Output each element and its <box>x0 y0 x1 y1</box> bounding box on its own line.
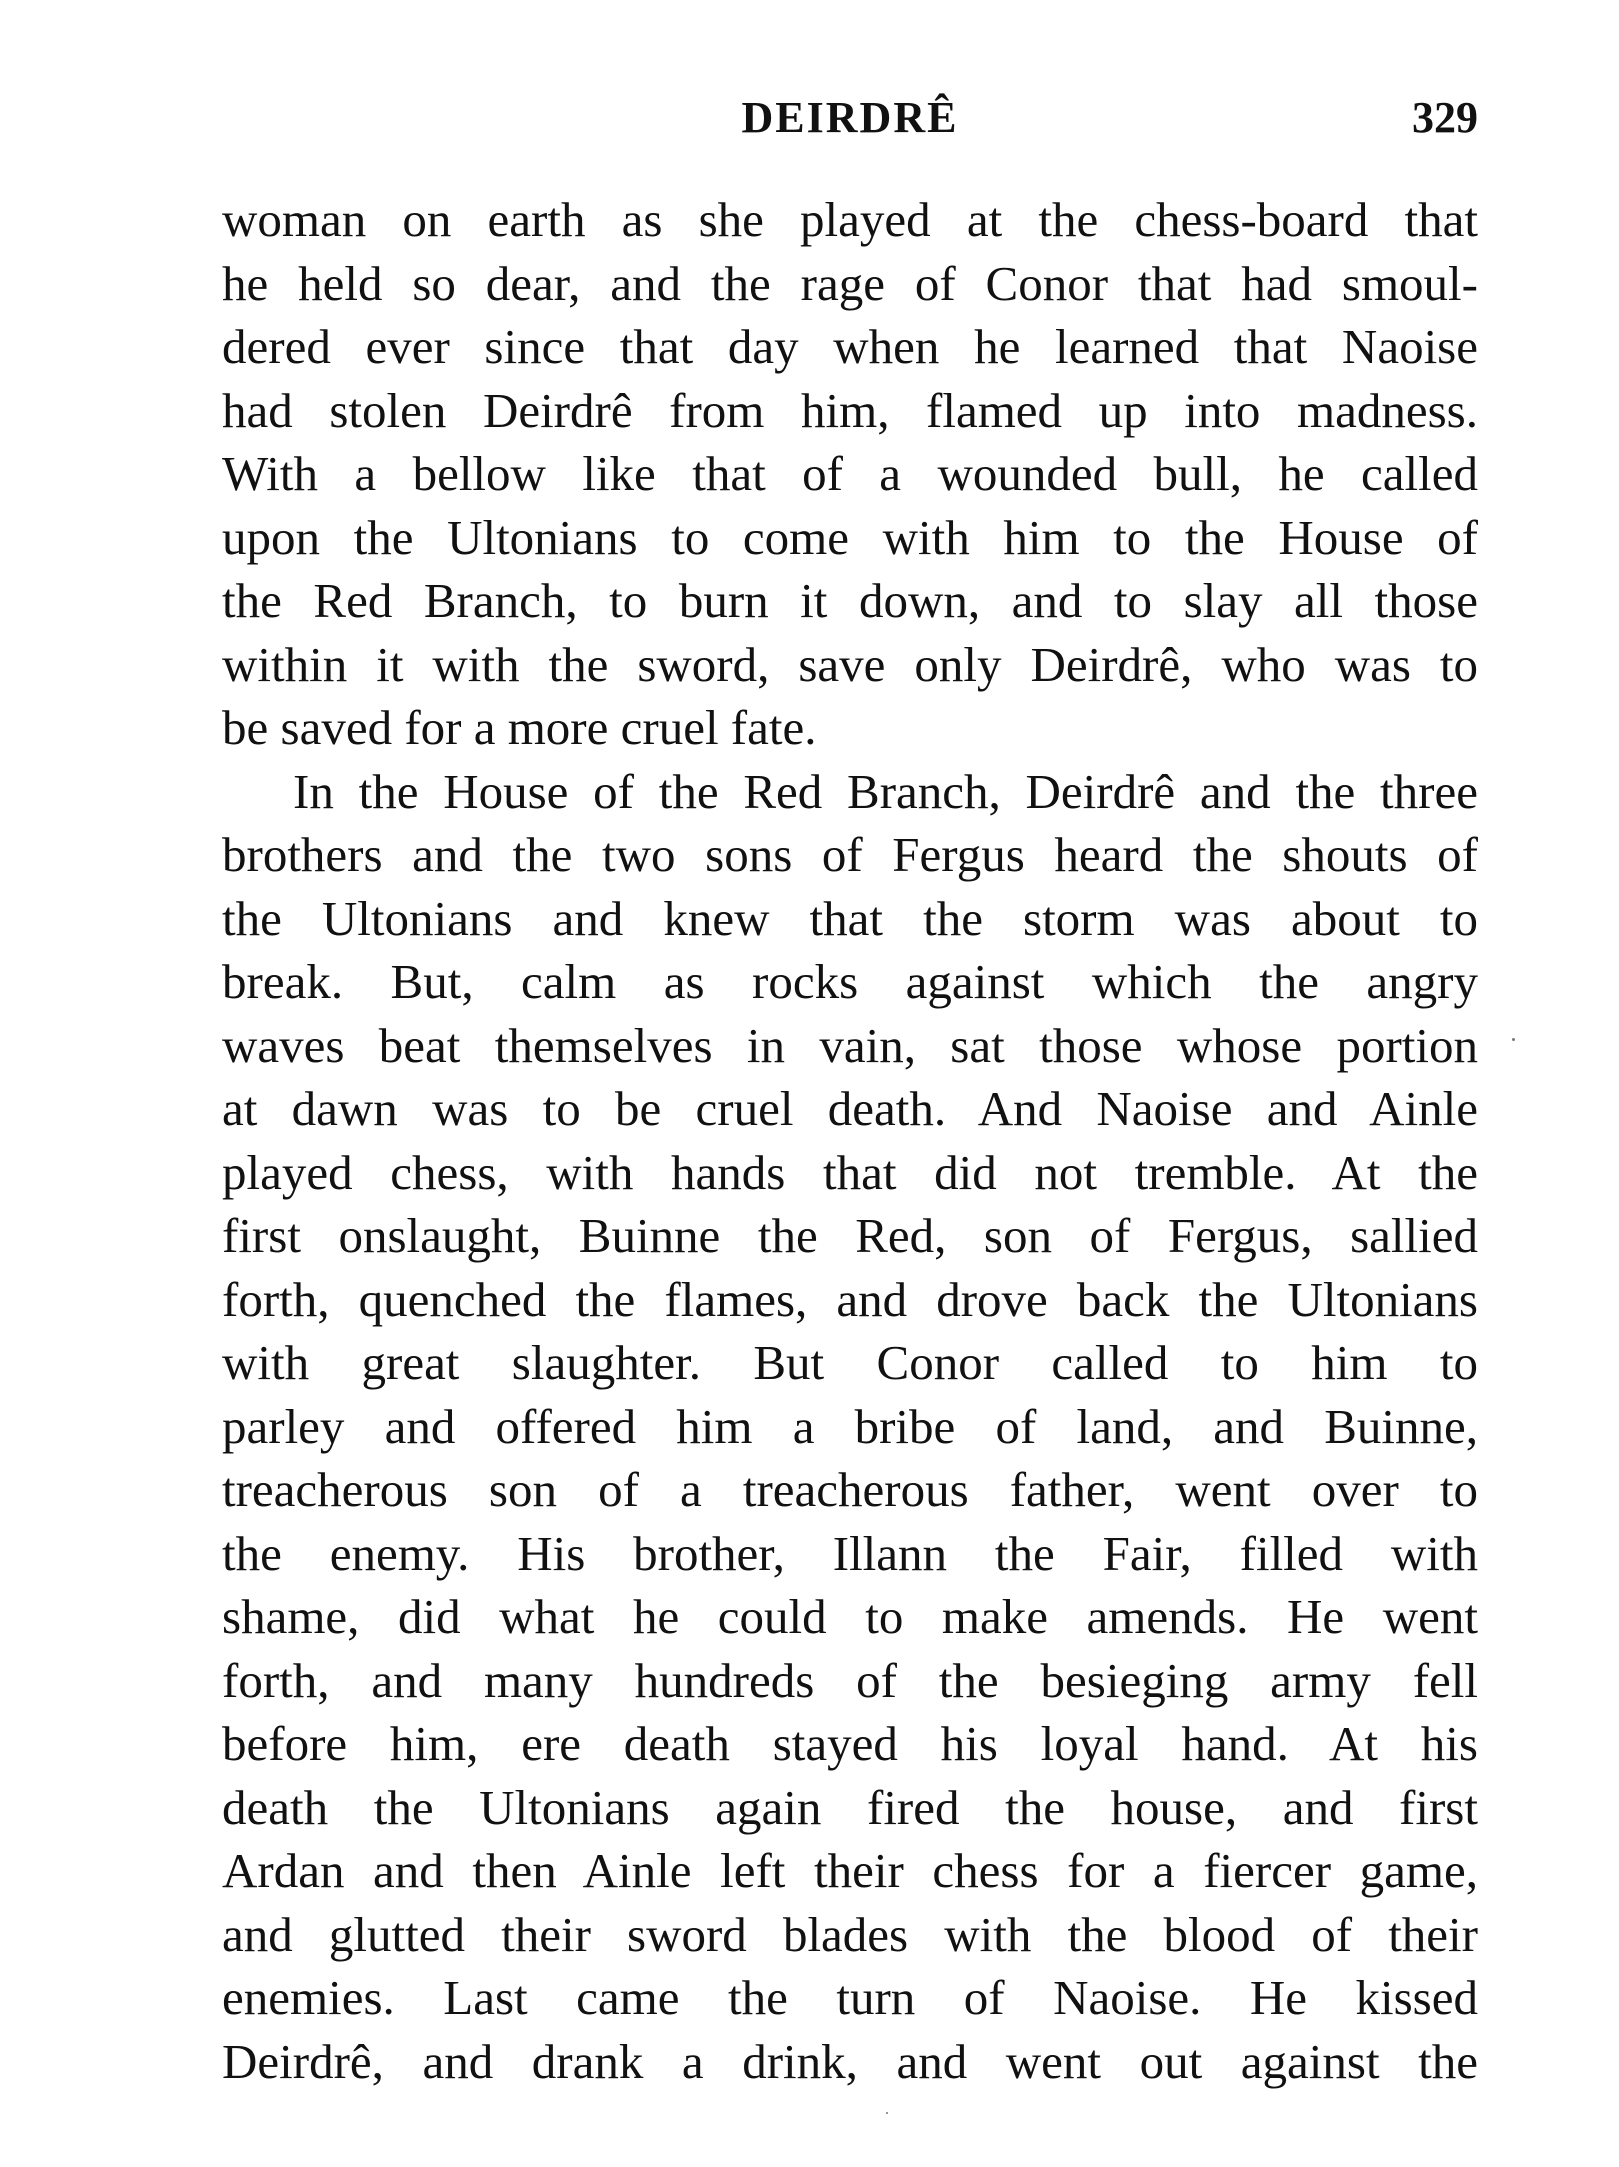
text-line: before him, ere death stayed his loyal hand. At his <box>222 1716 1478 1771</box>
text-line: first onslaught, Buinne the Red, son of Fergus, sallied <box>222 1208 1478 1263</box>
text-line: the Ultonians and knew that the storm was about to <box>222 890 1478 946</box>
text-line: the Red Branch, to burn it down, and to slay all those <box>222 573 1478 628</box>
text-line: forth, quenched the flames, and drove back the Ultonians <box>222 1271 1478 1327</box>
text-line: treacherous son of a treacherous father, went over to <box>222 1462 1478 1517</box>
running-head <box>222 92 1478 152</box>
text-line: be saved for a more cruel fate. <box>222 700 817 755</box>
text-line: break. But, calm as rocks against which the angry <box>222 954 1478 1009</box>
page-number: 329 <box>1412 93 1478 142</box>
text-line: shame, did what he could to make amends. He went <box>222 1589 1478 1644</box>
scan-speck <box>1512 1038 1515 1041</box>
text-line: the enemy. His brother, Illann the Fair, filled with <box>222 1525 1478 1581</box>
text-line: had stolen Deirdrê from him, flamed up into madness. <box>222 382 1478 438</box>
text-line: played chess, with hands that did not tremble. At the <box>222 1144 1478 1200</box>
body-text <box>222 188 1478 2093</box>
scan-speck <box>886 2112 888 2114</box>
text-line: forth, and many hundreds of the besieging army fell <box>222 1652 1478 1708</box>
text-line: brothers and the two sons of Fergus heard the shouts of <box>222 827 1478 882</box>
text-line: upon the Ultonians to come with him to the House of <box>222 509 1478 565</box>
text-line: woman on earth as she played at the chess-board that <box>222 192 1478 247</box>
running-title: DEIRDRÊ <box>741 93 959 142</box>
paragraph <box>222 188 1478 760</box>
text-line: With a bellow like that of a wounded bull, he called <box>222 446 1478 501</box>
text-line: within it with the sword, save only Deirdrê, who was to <box>222 636 1478 692</box>
text-line: he held so dear, and the rage of Conor that had smoul- <box>222 255 1478 311</box>
text-line: enemies. Last came the turn of Naoise. He kissed <box>222 1970 1478 2025</box>
paragraph <box>222 760 1478 2094</box>
text-line: waves beat themselves in vain, sat those whose portion <box>222 1017 1478 1073</box>
text-line: with great slaughter. But Conor called to him to <box>222 1335 1478 1390</box>
text-line: Deirdrê, and drank a drink, and went out against the <box>222 2033 1478 2089</box>
text-line: at dawn was to be cruel death. And Naoise and Ainle <box>222 1081 1478 1136</box>
text-line: dered ever since that day when he learned that Naoise <box>222 319 1478 374</box>
text-line: and glutted their sword blades with the blood of their <box>222 1906 1478 1962</box>
text-line: death the Ultonians again fired the house, and first <box>222 1779 1478 1835</box>
text-line: Ardan and then Ainle left their chess for a fiercer game, <box>222 1843 1478 1898</box>
text-line: In the House of the Red Branch, Deirdrê and the three <box>293 763 1478 819</box>
text-line: parley and offered him a bribe of land, and Buinne, <box>222 1398 1478 1454</box>
